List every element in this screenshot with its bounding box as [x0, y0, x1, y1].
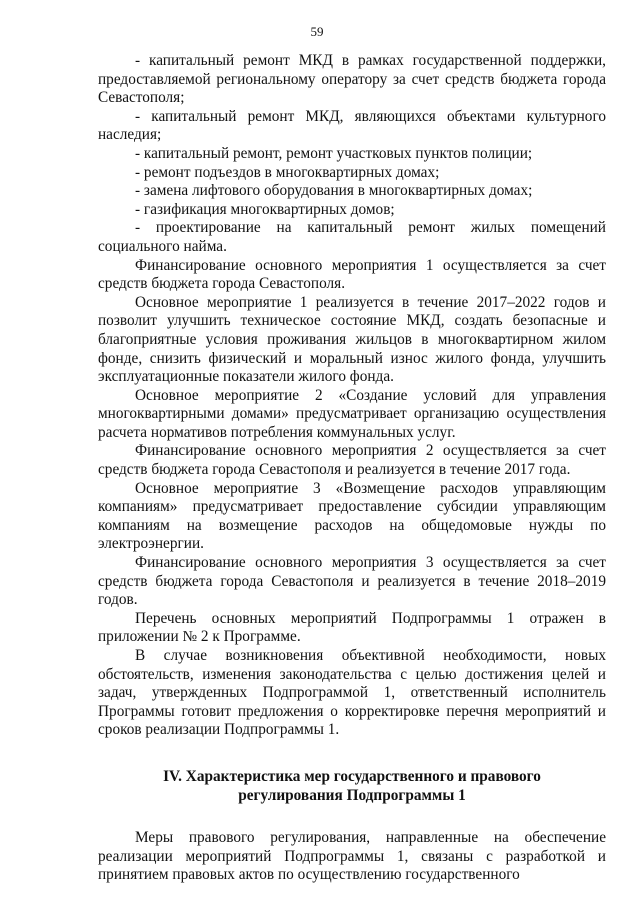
section-heading-line-1: IV. Характеристика мер государственного и правового — [163, 767, 541, 785]
paragraph: - ремонт подъездов в многоквартирных домах; — [135, 163, 440, 181]
paragraph: Основное мероприятие 1 реализуется в течение 2017–2022 годов и позволит улучшить техническое состояние МКД, создать безопасные и благоприятные условия проживания жильцов в многоквартирном жилом фонде, снизить физический и моральный износ жилого фонда, улучшить эксплуатационные показатели жилого фонда. — [98, 293, 606, 386]
paragraph: Финансирование основного мероприятия 3 осуществляется за счет средств бюджета города Севастополя и реализуется в течение 2018–2019 годов. — [98, 554, 606, 609]
paragraph: Основное мероприятие 3 «Возмещение расходов управляющим компаниям» предусматривает предоставление субсидии управляющим компаниям на возмещение расходов на общедомовые нужды по электроэнергии. — [98, 479, 606, 553]
document-body — [98, 52, 606, 885]
paragraph: Финансирование основного мероприятия 1 осуществляется за счет средств бюджета города Севастополя. — [98, 256, 606, 293]
section-heading — [98, 768, 606, 805]
paragraph: - газификация многоквартирных домов; — [135, 200, 395, 218]
paragraph: Перечень основных мероприятий Подпрограммы 1 отражен в приложении № 2 к Программе. — [98, 609, 606, 646]
paragraph: Меры правового регулирования, направленные на обеспечение реализации мероприятий Подпрограммы 1, связаны с разработкой и принятием правовых актов по осуществлению государственного — [98, 829, 606, 884]
paragraph: - проектирование на капитальный ремонт жилых помещений социального найма. — [98, 219, 606, 255]
section-heading-line-2: регулирования Подпрограммы 1 — [238, 786, 466, 804]
page-number: 59 — [310, 24, 324, 39]
paragraph: Финансирование основного мероприятия 2 осуществляется за счет средств бюджета города Севастополя и реализуется в течение 2017 года. — [98, 442, 606, 479]
paragraph: - капитальный ремонт, ремонт участковых пунктов полиции; — [135, 144, 533, 162]
paragraph: - капитальный ремонт МКД, являющихся объектами культурного наследия; — [98, 107, 606, 144]
paragraph: - замена лифтового оборудования в многоквартирных домах; — [135, 182, 533, 200]
paragraph: Основное мероприятие 2 «Создание условий для управления многоквартирными домами» предусматривает организацию осуществления расчета нормативов потребления коммунальных услуг. — [98, 386, 606, 441]
paragraph: - капитальный ремонт МКД в рамках государственной поддержки, предоставляемой региональному оператору за счет средств бюджета города Севастополя; — [98, 52, 606, 107]
paragraph: В случае возникновения объективной необходимости, новых обстоятельств, изменения законодательства с целью достижения целей и задач, утвержденных Подпрограммой 1, ответственный исполнитель Программы готовит предложения о корректировке перечня мероприятий и сроков реализации Подпрограммы 1. — [98, 647, 606, 739]
